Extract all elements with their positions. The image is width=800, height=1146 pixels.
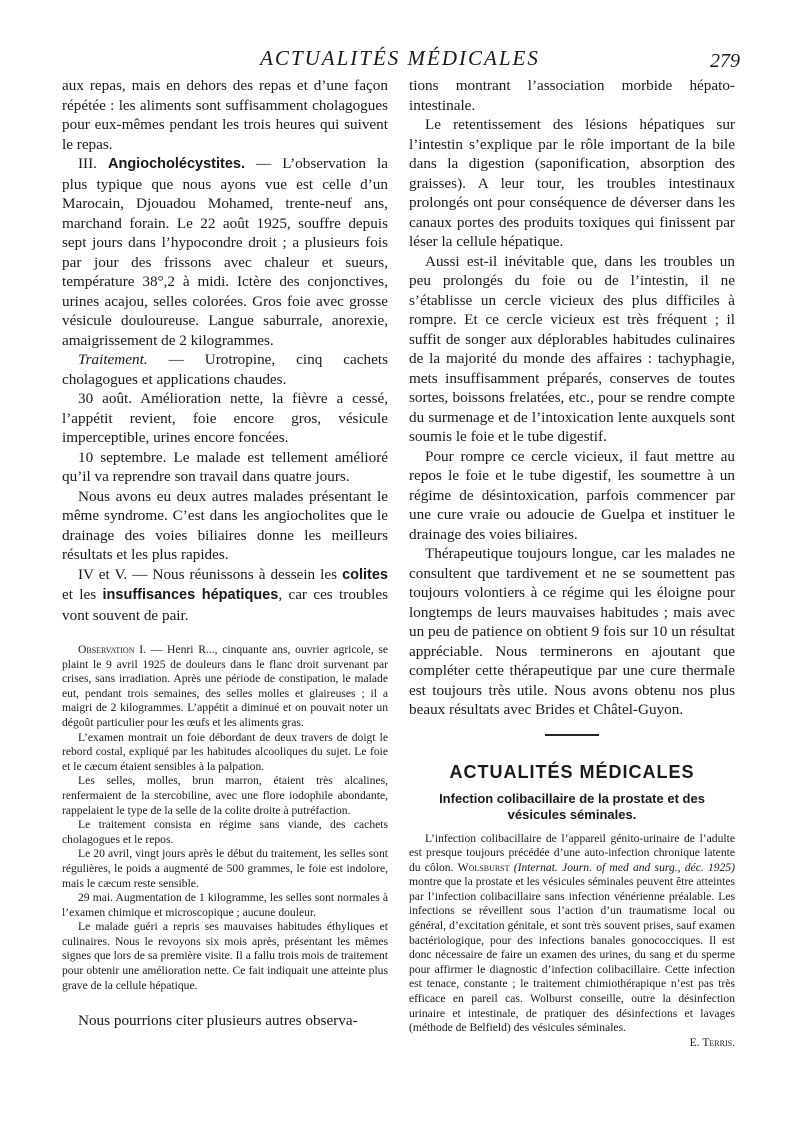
- citation: (Internat. Journ. of med and surg., déc. 1925): [509, 860, 735, 874]
- paragraph-text: — Urotropine, cinq cachets cholagogues et applications chaudes.: [62, 351, 388, 388]
- paragraph: 10 septembre. Le malade est tellement amélioré qu’il va reprendre son travail dans quatre jours.: [62, 448, 388, 485]
- paragraph: aux repas, mais en dehors des repas et d’une façon répétée : les aliments sont suffisamment cholagogues pour eux-mêmes pendant les trois heures qui suivent le repas.: [62, 77, 388, 153]
- text-run: et les: [62, 586, 103, 603]
- paragraph-colites: [62, 565, 388, 626]
- section-number: III.: [78, 155, 108, 172]
- paragraph-text: — L’observation la plus typique que nous ayons vue est celle d’un Marocain, Djouadou Mohamed, trente-neuf ans, marchand forain. Le 22 août 1925, souffre depuis sept jours dans l’hypocondre droit ; a plusieurs fois par jour des frissons avec chaleur et sueurs, température 38°,2 à midi. Ictère des conjonctives, urines acajou, selles colorées. Gros foie avec grosse vésicule douloureuse. Langue saburrale, anorexie, amaigrissement de 2 kilogrammes.: [62, 155, 388, 349]
- section-heading: Angiocholécystites.: [108, 156, 245, 172]
- text-run: L’infection colibacillaire de l’appareil génito-urinaire de l’adulte est presque toujours précédée d’une auto-infection chronique latente du côlon.: [409, 831, 735, 874]
- text-run: — Henri R..., cinquante ans, ouvrier agricole, se plaint le 9 avril 1925 de douleurs dans le flanc droit survenant par crises, sans irradiation. Après une période de constipation, le malade eut, pendant trois semaines, des selles molles et glaireuses ; il a maigri de 2 kilogrammes. L’appétit a diminué et on pouvait noter un dégoût particulier pour les œufs et les aliments gras.: [62, 643, 389, 729]
- observation-paragraph: Le traitement consista en régime sans viande, des cachets cholagogues et le repos.: [62, 818, 388, 846]
- paragraph: 30 août. Amélioration nette, la fièvre a cessé, l’appétit revient, foie encore gros, vésicule imperceptible, urines encore foncées.: [62, 390, 388, 446]
- text-run: , car ces troubles vont souvent de pair.: [62, 586, 388, 624]
- text-run: montre que la prostate et les vésicules séminales peuvent être atteintes par l’infection colibacillaire sans infection vénérienne préalable. Les infections se réveillent sous l’action d’un traumatisme local ou général, d’excitation génitale, et sont très souvent prises, sauf examen bactériologique, pour des infections banales gonococciques. Il est donc nécessaire de faire un examen des urines, du sang et du sperme pour affirmer le diagnostic d’infection colibacillaire. Cette infection est tenace, constante ; le traitement chimiothérapique n’est pas très efficace en pareil cas. Wolburst conseille, outre la désinfection urinaire et intestinale, de pratiquer des désinfections et lavages (méthode de Belfield) des vésicules séminales.: [409, 875, 735, 1035]
- article-paragraph: [409, 832, 735, 1036]
- paragraph: Thérapeutique toujours longue, car les malades ne consultent que tardivement et ne se soumettent pas toujours volontiers à ce régime qui les éloigne pour longtemps de leurs mauvaises habitudes ; mais avec un peu de patience on obtient 9 fois sur 10 un résultat appréciable. Nous terminerons en ajoutant que compléter cette thérapeutique par une cure thermale est toujours très utile. Nous avons obtenu nos plus beaux résultats avec Brides et Châtel-Guyon.: [409, 545, 735, 718]
- label-traitement: Traitement.: [78, 351, 148, 368]
- observation-paragraph: Les selles, molles, brun marron, étaient très alcalines, renfermaient de la stercobiline, avec une flore iodophile abondante, rappelaient le type de la selle de la colite droite à putréfaction.: [62, 774, 388, 817]
- observation-paragraph: 29 mai. Augmentation de 1 kilogramme, les selles sont normales à l’examen chimique et microscopique ; aucune douleur.: [62, 891, 388, 919]
- observation-paragraph: Le malade guéri a repris ses mauvaises habitudes éthyliques et culinaires. Nous le revoyons six mois après, présentant les mêmes signes que lors de sa première visite. Il a fallu trois mois de traitement pour obtenir une amélioration nette. Ce fait indiquait une atteinte plus grave de la cellule hépatique.: [62, 920, 388, 992]
- paragraph-angiocholecystites: [62, 154, 388, 350]
- paragraph-traitement: [62, 350, 388, 389]
- observation-paragraph: Le 20 avril, vingt jours après le début du traitement, les selles sont régulières, le poids a augmenté de 500 grammes, le foie est indolore, mais le cæcum reste sensible.: [62, 847, 388, 890]
- left-column: [62, 76, 388, 1031]
- section-title: ACTUALITÉS MÉDICALES: [449, 761, 695, 782]
- keyword-colites: colites: [342, 566, 388, 583]
- running-title: ACTUALITÉS MÉDICALES: [260, 46, 540, 70]
- signature: E. Terris.: [689, 1035, 735, 1049]
- observation-label: Observation I.: [78, 643, 146, 656]
- page-number: 279: [710, 50, 740, 72]
- observation-paragraph: [62, 643, 388, 731]
- author-name: Wolsburst: [457, 860, 510, 874]
- paragraph: Le retentissement des lésions hépatiques sur l’intestin s’explique par le rôle important de la bile dans la digestion (saponification, absorption des graisses). A leur tour, les troubles intestinaux prolongés ont pour conséquence de déverser dans les canaux portes des produits toxiques qui finissent par léser la cellule hépatique.: [409, 116, 735, 250]
- paragraph: Nous pourrions citer plusieurs autres observa-: [78, 1012, 358, 1030]
- section-divider: [545, 734, 599, 736]
- right-column: [409, 76, 735, 1050]
- paragraph: tions montrant l’association morbide hépato-intestinale.: [409, 77, 735, 114]
- paragraph: Pour rompre ce cercle vicieux, il faut mettre au repos le foie et le tube digestif, les soumettre à un régime de désintoxication, parfois commencer par une cure vraie ou adoucie de Guelpa et instituer le drainage des voies biliaires.: [409, 447, 735, 543]
- observation-paragraph: L’examen montrait un foie débordant de deux travers de doigt le rebord costal, expliqué par les habitudes alcooliques du sujet. Le foie et le cæcum étaient sensibles à la palpation.: [62, 730, 388, 773]
- running-header: [60, 46, 740, 76]
- paragraph: Nous avons eu deux autres malades présentant le même syndrome. C’est dans les angiocholites que le drainage des voies biliaires donne les meilleurs résultats et les plus rapides.: [62, 487, 388, 563]
- article-title: Infection colibacillaire de la prostate et des vésicules séminales.: [439, 790, 705, 822]
- text-run: IV et V. — Nous réunissons à dessein les: [78, 565, 343, 583]
- paragraph: Aussi est-il inévitable que, dans les troubles un peu prolongés du foie ou de l’intestin, il ne s’établisse un cercle vicieux des plus difficiles à rompre. Et ce cercle vicieux est très fréquent ; il suffit de songer aux déplorables habitudes culinaires de la majorité du monde des affaires : tachyphagie, mets insuffisamment préparés, conserves de toutes sortes, boissons frelatées, etc., pour se rendre compte du surmenage et de l’intoxication lente auxquels sont soumis le foie et le tube digestif.: [409, 252, 735, 445]
- keyword-insuffisances: insuffisances hépatiques: [102, 587, 279, 603]
